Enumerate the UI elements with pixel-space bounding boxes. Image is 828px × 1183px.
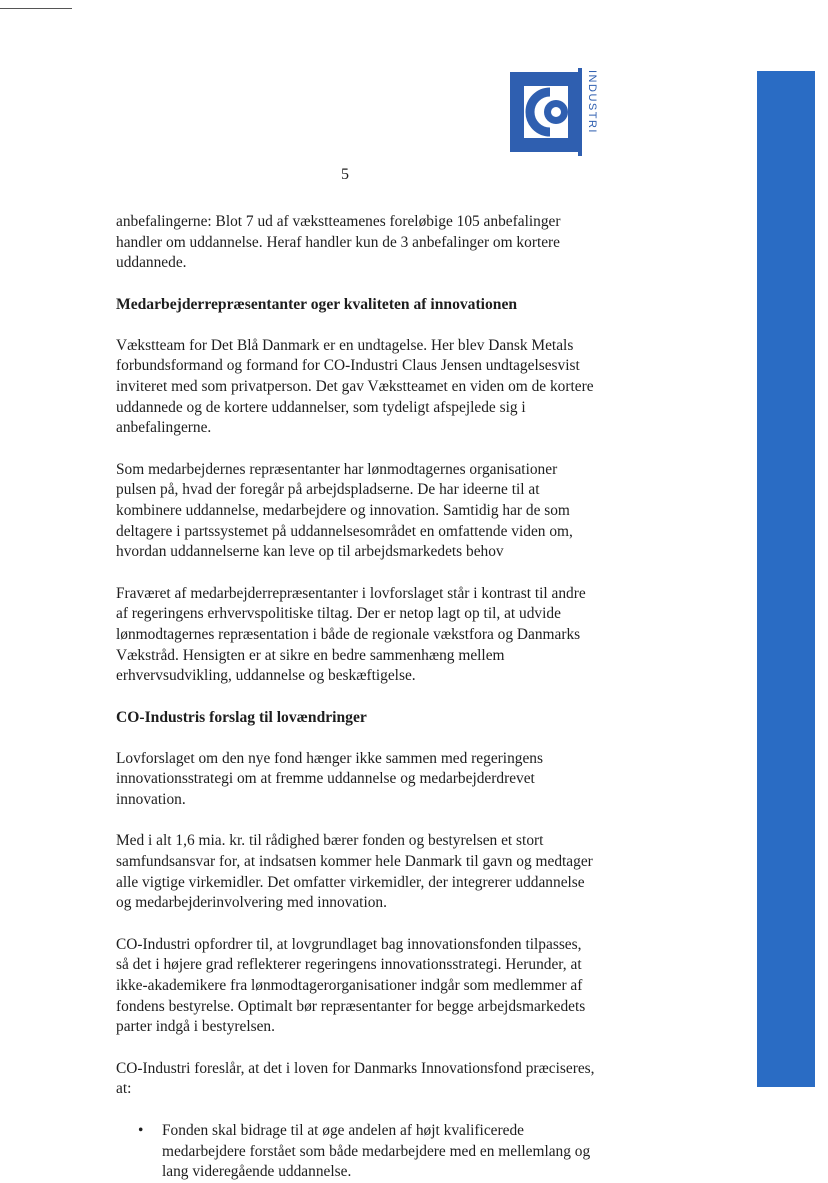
paragraph-foreslaar: CO-Industri foreslår, at det i loven for Danmarks Innovationsfond præciseres, at: (116, 1059, 595, 1098)
heading-proposals: CO-Industris forslag til lovændringer (116, 708, 367, 726)
paragraph-opfordrer: CO-Industri opfordrer til, at lovgrundlaget bag innovationsfonden tilpasses, så det i højere grad reflekterer regeringens innovationsstrategi. Herunder, at ikke-akademikere fra lønmodtagerorganisationer indgår som medlemmer af fondens bestyrelse. Optimalt bør repræsentanter for begge arbejdsmarkedets parter indgå i bestyrelsen. (116, 935, 586, 1036)
bullet-icon: • (138, 1122, 144, 1139)
paragraph-lovforslaget: Lovforslaget om den nye fond hænger ikke sammen med regeringens innovationsstrategi om at fremme uddannelse og medarbejderdrevet innovation. (116, 749, 543, 808)
list-item (138, 1121, 598, 1183)
brand-side-bar (757, 71, 815, 1087)
paragraph-fravaeret: Fraværet af medarbejderrepræsentanter i lovforslaget står i kontrast til andre af regeringens erhvervspolitiske tiltag. Der er netop lagt op til, at udvide lønmodtagernes repræsentation i både de regionale vækstfora og Danmarks Vækstråd. Hensigten er at sikre en bedre sammenhæng mellem erhvervsudvikling, uddannelse og beskæftigelse. (116, 584, 586, 685)
list-item-text: Fonden skal bidrage til at øge andelen af højt kvalificerede medarbejdere forstået som både medarbejdere med en mellemlang og lang videregående uddannelse. (162, 1122, 591, 1181)
proposal-list (116, 1121, 598, 1183)
logo-wordmark: INDUSTRI (586, 70, 598, 134)
heading-representation: Medarbejderrepræsentanter oger kvaliteten af innovationen (116, 295, 518, 313)
document-body (116, 212, 598, 1183)
paragraph-vaekstteam: Vækstteam for Det Blå Danmark er en undtagelse. Her blev Dansk Metals forbundsformand og formand for CO-Industri Claus Jensen undtagelsesvist inviteret med som privatperson. Det gav Vækstteamet en viden om de kortere uddannede og de kortere uddannelser, som tydeligt afspejlede sig i anbefalingerne. (116, 336, 594, 437)
top-rule (0, 8, 72, 9)
paragraph-intro: anbefalingerne: Blot 7 ud af vækstteamenes foreløbige 105 anbefalinger handler om uddannelse. Heraf handler kun de 3 anbefalinger om kortere uddannede. (116, 213, 561, 272)
paragraph-medarbejdernes: Som medarbejdernes repræsentanter har lønmodtagernes organisationer pulsen på, hvad der foregår på arbejdspladserne. De har ideerne til at kombinere uddannelse, medarbejdere og innovation. Samtidig har de som deltagere i partssystemet på uddannelsesområdet en omfattende viden om, hvordan uddannelserne kan leve op til arbejdsmarkedets behov (116, 460, 573, 561)
page-number: 5 (341, 166, 349, 183)
paragraph-milliard: Med i alt 1,6 mia. kr. til rådighed bærer fonden og bestyrelsen et stort samfundsansvar for, at indsatsen kommer hele Danmark til gavn og medtager alle vigtige virkemidler. Det omfatter virkemidler, der integrerer uddannelse og medarbejderinvolvering med innovation. (116, 832, 593, 912)
